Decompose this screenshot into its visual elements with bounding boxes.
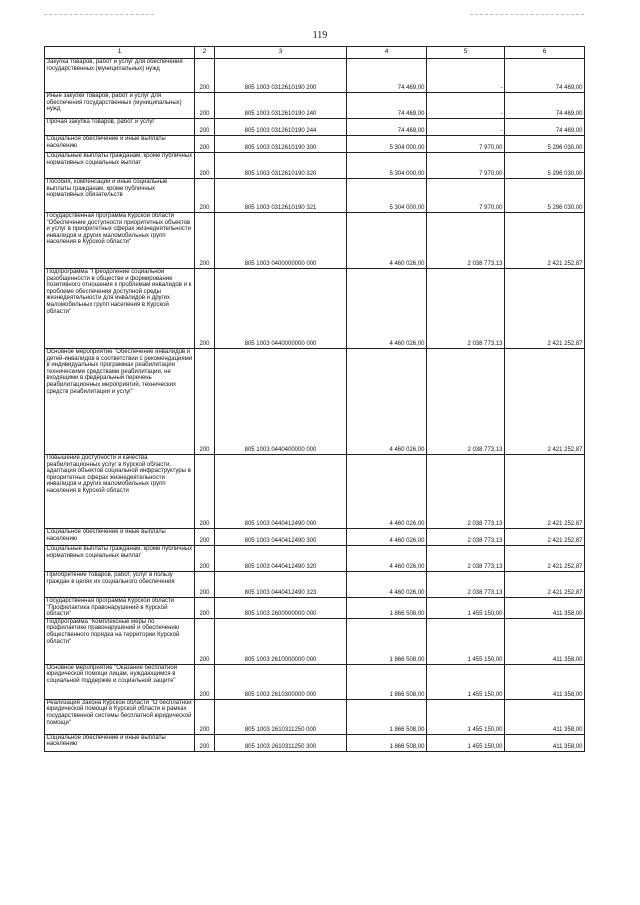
row-col6-cell: 411 358,00 <box>505 734 585 751</box>
row-name-cell: Повышение доступности и качества реабилитационных услуг в Курской области, адаптация объектов социальной инфраструктуры в приоритетных сферах жизнедеятельности инвалидов и других маломобильных групп населения в Курской области <box>45 455 195 529</box>
row-name-cell: Социальное обеспечение и иные выплаты населению <box>45 529 195 546</box>
row-col6-cell: 411 358,00 <box>505 598 585 619</box>
row-col5-cell: 2 038 773,13 <box>427 529 505 546</box>
row-col5-cell: 7 970,00 <box>427 136 505 153</box>
row-code-cell: 805 1003 2610311250 300 <box>215 734 347 751</box>
row-col2-cell: 200 <box>195 93 215 119</box>
table-row <box>45 598 585 619</box>
row-col6-cell: 411 358,00 <box>505 618 585 664</box>
budget-table <box>44 46 585 752</box>
row-col2-cell: 200 <box>195 546 215 572</box>
row-col4-cell: 4 460 026,00 <box>347 572 427 598</box>
scan-dash-top-left <box>44 14 154 15</box>
row-col6-cell: 411 358,00 <box>505 664 585 699</box>
row-col6-cell: 2 421 252,87 <box>505 529 585 546</box>
table-row <box>45 119 585 136</box>
row-col5-cell: 1 455 150,00 <box>427 734 505 751</box>
row-col5-cell: 1 455 150,00 <box>427 699 505 734</box>
row-name-cell: Подпрограмма "Комплексные меры по профилактике правонарушений и обеспечению общественного порядка на территории Курской области" <box>45 618 195 664</box>
row-col2-cell: 200 <box>195 618 215 664</box>
table-row <box>45 59 585 93</box>
row-col5-cell: 2 038 773,13 <box>427 213 505 269</box>
row-col5-cell: 1 455 150,00 <box>427 598 505 619</box>
row-col4-cell: 5 304 000,00 <box>347 179 427 213</box>
row-col5-cell: 7 970,00 <box>427 179 505 213</box>
header-col-1: 1 <box>45 47 195 59</box>
header-col-3: 3 <box>215 47 347 59</box>
table-row <box>45 734 585 751</box>
row-name-cell: Прочая закупка товаров, работ и услуг <box>45 119 195 136</box>
row-name-cell: Закупка товаров, работ и услуг для обеспечения государственных (муниципальных) нужд <box>45 59 195 93</box>
row-col6-cell: 2 421 252,87 <box>505 572 585 598</box>
row-code-cell: 805 1003 2600000000 000 <box>215 598 347 619</box>
row-col2-cell: 200 <box>195 59 215 93</box>
row-code-cell: 805 1003 0312610190 300 <box>215 136 347 153</box>
row-code-cell: 805 1003 0440400000 000 <box>215 349 347 455</box>
row-name-cell: Социальные выплаты гражданам, кроме публичных нормативных социальных выплат <box>45 153 195 179</box>
table-row <box>45 136 585 153</box>
row-col4-cell: 5 304 000,00 <box>347 136 427 153</box>
row-col6-cell: 2 421 252,87 <box>505 213 585 269</box>
row-name-cell: Основное мероприятие "Обеспечение инвалидов и детей-инвалидов в соответствии с рекомендациями в индивидуальных программах реабилитации техническими средствами реабилитации, не входящими в федеральный перечень реабилитационных мероприятий, технических средств реабилитации и услуг" <box>45 349 195 455</box>
row-code-cell: 805 1003 0312610190 244 <box>215 119 347 136</box>
row-col6-cell: 2 421 252,87 <box>505 349 585 455</box>
row-col6-cell: 5 296 030,00 <box>505 179 585 213</box>
row-col2-cell: 200 <box>195 179 215 213</box>
row-col4-cell: 1 866 508,00 <box>347 618 427 664</box>
row-col5-cell: 2 038 773,13 <box>427 349 505 455</box>
row-col6-cell: 74 469,00 <box>505 93 585 119</box>
header-col-4: 4 <box>347 47 427 59</box>
row-code-cell: 805 1003 0400000000 000 <box>215 213 347 269</box>
row-col2-cell: 200 <box>195 572 215 598</box>
table-row <box>45 153 585 179</box>
table-row <box>45 618 585 664</box>
row-col2-cell: 200 <box>195 529 215 546</box>
row-col4-cell: 1 866 508,00 <box>347 664 427 699</box>
row-col2-cell: 200 <box>195 213 215 269</box>
table-header <box>45 47 585 59</box>
row-col2-cell: 200 <box>195 153 215 179</box>
row-col4-cell: 1 866 508,00 <box>347 734 427 751</box>
row-col4-cell: 4 460 026,00 <box>347 349 427 455</box>
row-code-cell: 805 1003 0440412490 323 <box>215 572 347 598</box>
row-col5-cell: 1 455 150,00 <box>427 618 505 664</box>
row-code-cell: 805 1003 2610300000 000 <box>215 664 347 699</box>
row-name-cell: Иные закупки товаров, работ и услуг для обеспечения государственных (муниципальных) нужд <box>45 93 195 119</box>
header-row <box>45 47 585 59</box>
row-col2-cell: 200 <box>195 664 215 699</box>
row-col4-cell: 5 304 000,00 <box>347 153 427 179</box>
row-col5-cell: 1 455 150,00 <box>427 664 505 699</box>
row-col4-cell: 1 866 508,00 <box>347 598 427 619</box>
row-col4-cell: 4 460 026,00 <box>347 455 427 529</box>
table-row <box>45 572 585 598</box>
row-col2-cell: 200 <box>195 734 215 751</box>
row-col4-cell: 4 460 026,00 <box>347 546 427 572</box>
row-col2-cell: 200 <box>195 598 215 619</box>
row-col5-cell: - <box>427 119 505 136</box>
row-col6-cell: 5 296 030,00 <box>505 153 585 179</box>
row-col2-cell: 200 <box>195 455 215 529</box>
row-col6-cell: 411 358,00 <box>505 699 585 734</box>
row-code-cell: 805 1003 0312610190 320 <box>215 153 347 179</box>
table-row <box>45 664 585 699</box>
table-row <box>45 699 585 734</box>
header-col-2: 2 <box>195 47 215 59</box>
row-name-cell: Приобретение товаров, работ, услуг в пользу граждан в целях их социального обеспечения <box>45 572 195 598</box>
header-col-6: 6 <box>505 47 585 59</box>
row-col5-cell: 2 038 773,13 <box>427 455 505 529</box>
row-col5-cell: 2 038 773,13 <box>427 546 505 572</box>
table-row <box>45 213 585 269</box>
row-col4-cell: 4 460 026,00 <box>347 213 427 269</box>
row-name-cell: Подпрограмма "Преодоление социальной разобщенности в обществе и формирование позитивного отношения к проблемам инвалидов и к проблеме обеспечения доступной среды жизнедеятельности для инвалидов и других маломобильных групп населения в Курской области" <box>45 269 195 349</box>
row-code-cell: 805 1003 0312610190 200 <box>215 59 347 93</box>
row-col6-cell: 2 421 252,87 <box>505 269 585 349</box>
row-col6-cell: 74 469,00 <box>505 59 585 93</box>
row-name-cell: Социальные выплаты гражданам, кроме публичных нормативных социальных выплат <box>45 546 195 572</box>
row-col5-cell: 2 038 773,13 <box>427 572 505 598</box>
row-code-cell: 805 1003 0312610190 240 <box>215 93 347 119</box>
row-col2-cell: 200 <box>195 119 215 136</box>
row-code-cell: 805 1003 0440000000 000 <box>215 269 347 349</box>
table-row <box>45 179 585 213</box>
row-col5-cell: - <box>427 59 505 93</box>
header-col-5: 5 <box>427 47 505 59</box>
row-code-cell: 805 1003 2610311250 000 <box>215 699 347 734</box>
row-col2-cell: 200 <box>195 699 215 734</box>
row-col5-cell: 2 038 773,13 <box>427 269 505 349</box>
table-row <box>45 546 585 572</box>
row-col4-cell: 1 866 508,00 <box>347 699 427 734</box>
table-row <box>45 349 585 455</box>
table-body <box>45 59 585 752</box>
row-col4-cell: 74 469,00 <box>347 59 427 93</box>
row-name-cell: Пособия, компенсации и иные социальные выплаты гражданам, кроме публичных нормативных обязательств <box>45 179 195 213</box>
row-code-cell: 805 1003 2610000000 000 <box>215 618 347 664</box>
row-code-cell: 805 1003 0440412490 300 <box>215 529 347 546</box>
row-col2-cell: 200 <box>195 349 215 455</box>
row-col6-cell: 74 469,00 <box>505 119 585 136</box>
row-code-cell: 805 1003 0440412490 000 <box>215 455 347 529</box>
row-col4-cell: 4 460 026,00 <box>347 269 427 349</box>
row-col6-cell: 2 421 252,87 <box>505 546 585 572</box>
row-col4-cell: 74 469,00 <box>347 93 427 119</box>
row-col2-cell: 200 <box>195 269 215 349</box>
page-number: 119 <box>312 30 328 41</box>
row-col4-cell: 4 460 026,00 <box>347 529 427 546</box>
row-col5-cell: 7 970,00 <box>427 153 505 179</box>
table-row <box>45 93 585 119</box>
table-row <box>45 529 585 546</box>
row-col4-cell: 74 469,00 <box>347 119 427 136</box>
row-name-cell: Государственная программа Курской области "Профилактика правонарушений в Курской области" <box>45 598 195 619</box>
row-col2-cell: 200 <box>195 136 215 153</box>
row-name-cell: Государственная программа Курской области "Обеспечение доступности приоритетных объектов и услуг в приоритетных сферах жизнедеятельности инвалидов и других маломобильных групп населения в Курской области" <box>45 213 195 269</box>
row-code-cell: 805 1003 0312610190 321 <box>215 179 347 213</box>
row-name-cell: Социальное обеспечение и иные выплаты населению <box>45 136 195 153</box>
table-row <box>45 455 585 529</box>
row-name-cell: Основное мероприятие "Оказание бесплатной юридической помощи лицам, нуждающимся в социальной поддержке и социальной защите" <box>45 664 195 699</box>
row-col6-cell: 2 421 252,87 <box>505 455 585 529</box>
row-name-cell: Социальное обеспечение и иные выплаты населению <box>45 734 195 751</box>
row-code-cell: 805 1003 0440412490 320 <box>215 546 347 572</box>
row-col5-cell: - <box>427 93 505 119</box>
scan-dash-top-right <box>470 14 584 15</box>
row-col6-cell: 5 296 030,00 <box>505 136 585 153</box>
row-name-cell: Реализация Закона Курской области "О бесплатной юридической помощи в Курской области в рамках государственной системы бесплатной юридической помощи" <box>45 699 195 734</box>
table-row <box>45 269 585 349</box>
